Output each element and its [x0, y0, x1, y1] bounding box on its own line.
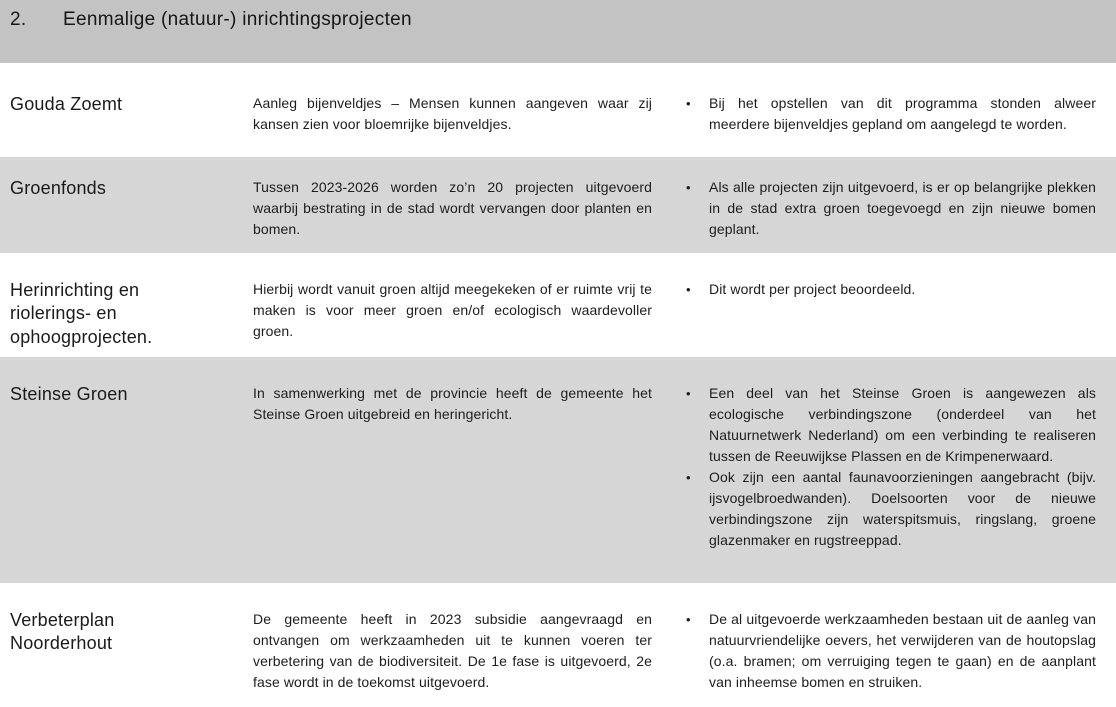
bullet-icon: •: [686, 96, 691, 111]
section-header: [0, 0, 1116, 63]
project-description: Tussen 2023-2026 worden zo’n 20 projecten uitgevoerd waarbij bestrating in de stad wordt vervangen door planten en bomen.: [253, 179, 652, 237]
bullet-list: [683, 177, 1096, 240]
bullet-text: Een deel van het Steinse Groen is aangewezen als ecologische verbindingszone (onderdeel van het Natuurnetwerk Nederland) om een verbinding te realiseren tussen de Reeuwijkse Plassen en de Krimpenerwaard.: [709, 385, 1096, 464]
project-results: [683, 609, 1096, 707]
column-gutter: [652, 383, 683, 583]
projects-table: [0, 63, 1116, 707]
column-gutter: [652, 177, 683, 253]
section-number: 2.: [10, 9, 27, 30]
project-name: Groenfonds: [10, 178, 107, 198]
bullet-icon: •: [686, 612, 691, 627]
project-results: [683, 279, 1096, 357]
bullet-list: [683, 383, 1096, 551]
project-name: Steinse Groen: [10, 384, 128, 404]
bullet-item: [683, 279, 1096, 300]
project-description: De gemeente heeft in 2023 subsidie aangevraagd en ontvangen om werkzaamheden uit te kunnen voeren ter verbetering van de biodiversiteit. De 1e fase is uitgevoerd, 2e fase wordt in de toekomst uitgevoerd.: [253, 611, 652, 690]
project-description: Aanleg bijenveldjes – Mensen kunnen aangeven waar zij kansen zien voor bloemrijke bijenveldjes.: [253, 95, 652, 132]
project-results: [683, 93, 1096, 157]
column-gutter: [652, 279, 683, 357]
bullet-text: Ook zijn een aantal faunavoorzieningen aangebracht (bijv. ijsvogelbroedwanden). Doelsoorten voor de nieuwe verbindingszone zijn waterspitsmuis, ringslang, groene glazenmaker en rugstreeppad.: [709, 469, 1096, 548]
bullet-text: De al uitgevoerde werkzaamheden bestaan uit de aanleg van natuurvriendelijke oevers, het verwijderen van de houtopslag (o.a. bramen; om verruiging tegen te gaan) en de aanplant van inheemse bomen en struiken.: [709, 611, 1096, 690]
bullet-text: Bij het opstellen van dit programma stonden alweer meerdere bijenveldjes gepland om aangelegd te worden.: [709, 95, 1096, 132]
table-row: [0, 253, 1116, 357]
bullet-text: Als alle projecten zijn uitgevoerd, is er op belangrijke plekken in de stad extra groen toegevoegd en zijn nieuwe bomen geplant.: [709, 179, 1096, 237]
column-gutter: [652, 93, 683, 157]
project-results: [683, 177, 1096, 253]
table-row: [0, 157, 1116, 253]
table-row: [0, 357, 1116, 583]
bullet-list: [683, 609, 1096, 693]
section-title: Eenmalige (natuur-) inrichtingsprojecten: [63, 9, 412, 30]
bullet-icon: •: [686, 386, 691, 401]
bullet-item: [683, 93, 1096, 135]
bullet-item: [683, 177, 1096, 240]
table-row: [0, 63, 1116, 157]
project-name: Gouda Zoemt: [10, 94, 123, 114]
project-description: Hierbij wordt vanuit groen altijd meegekeken of er ruimte vrij te maken is voor meer groen en/of ecologisch waardevoller groen.: [253, 281, 652, 339]
project-name: Verbeterplan Noorderhout: [10, 610, 115, 654]
bullet-list: [683, 279, 1096, 300]
project-results: [683, 383, 1096, 583]
bullet-text: Dit wordt per project beoordeeld.: [709, 281, 916, 297]
project-name: Herinrichting en riolerings- en ophoogprojecten.: [10, 280, 153, 347]
bullet-icon: •: [686, 282, 691, 297]
project-description: In samenwerking met de provincie heeft de gemeente het Steinse Groen uitgebreid en heringericht.: [253, 385, 652, 422]
bullet-item: [683, 609, 1096, 693]
bullet-item: [683, 467, 1096, 551]
bullet-item: [683, 383, 1096, 467]
table-row: [0, 583, 1116, 707]
bullet-icon: •: [686, 180, 691, 195]
bullet-icon: •: [686, 470, 691, 485]
bullet-list: [683, 93, 1096, 135]
column-gutter: [652, 609, 683, 707]
